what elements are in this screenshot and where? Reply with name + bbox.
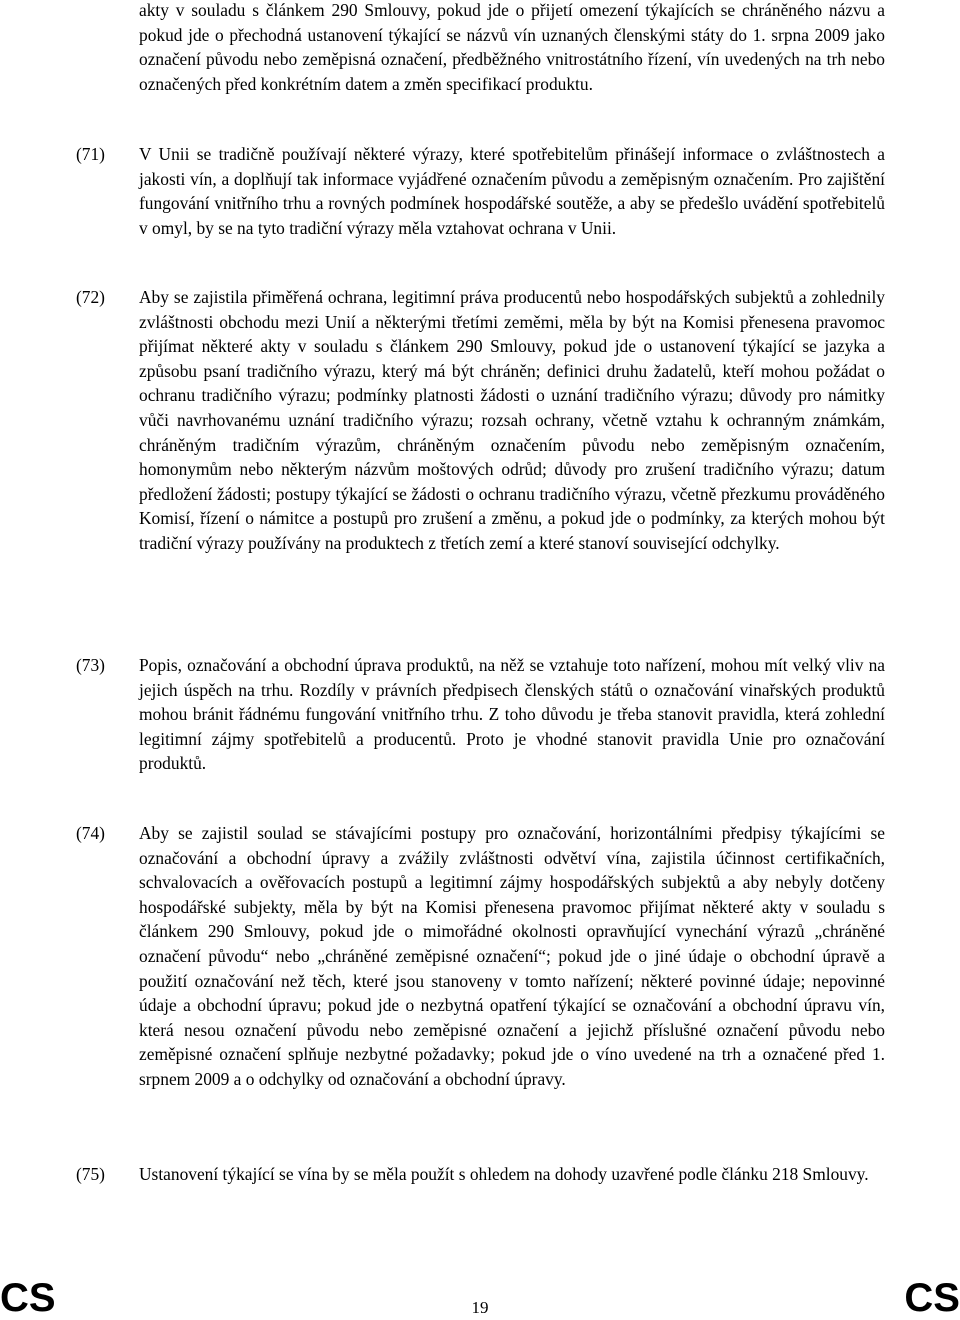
recital-number: (74) (76, 823, 105, 843)
recital-73 (76, 653, 885, 776)
recital-number: (72) (76, 287, 105, 307)
paragraph-continuation: akty v souladu s článkem 290 Smlouvy, pokud jde o přijetí omezení týkajících se chráněného názvu a pokud jde o přechodná ustanovení týkající se názvů vín uznaných členskými státy do 1. srpna 2009 jako označení původu nebo zeměpisná označení, předběžného vnitrostátního řízení, vín uvedených na trh nebo označených před konkrétním datem a změn specifikací produktu. (139, 0, 885, 94)
page-number: 19 (471, 1298, 489, 1317)
recital-72 (76, 285, 885, 556)
recital-74 (76, 821, 885, 1092)
recital-text: Aby se zajistila přiměřená ochrana, legitimní práva producentů nebo hospodářských subjektů a zohlednily zvláštnosti obchodu mezi Unií a některými třetími zeměmi, měla by být na Komisi přenesena pravomoc přijímat některé akty v souladu s článkem 290 Smlouvy, pokud jde o ustanovení týkající se jazyka a způsobu psaní tradičního výrazu, který má být chráněn; definici druhu žadatelů, kteří mohou požádat o ochranu tradičního výrazu; podmínky platnosti žádosti o uznání tradičního výrazu; důvody pro námitky vůči navrhovanému uznání tradičního výrazu; rozsah ochrany, včetně vztahu k ochranným známkám, chráněným tradičním výrazům, chráněným označením původu nebo zeměpisným označením, homonymům nebo některým názvům moštových odrůd; důvody pro zrušení tradičního výrazu; datum předložení žádosti; postupy týkající se žádosti o ochranu tradičního výrazu, včetně přezkumu prováděného Komisí, řízení o námitce a postupů pro zrušení a změnu, a pokud jde o podmínky, za kterých mohou být tradiční výrazy používány na produktech z třetích zemí a které stanoví související odchylky. (139, 287, 885, 553)
recital-text: Aby se zajistil soulad se stávajícími postupy pro označování, horizontálními předpisy týkajícími se označování a obchodní úpravy a zvážily zvláštnosti odvětví vína, zajistila účinnost certifikačních, schvalovacích a ověřovacích postupů a legitimní zájmy hospodářských subjektů a aby nebyly dotčeny hospodářské subjekty, měla by být na Komisi přenesena pravomoc přijímat některé akty v souladu s článkem 290 Smlouvy, pokud jde o mimořádné okolnosti opravňující vynechání výrazů „chráněné označení původu“ nebo „chráněné zeměpisné označení“; pokud jde o jiné údaje o obchodní úpravě a použití označování než těch, které jsou stanoveny v tomto nařízení; některé povinné údaje; nepovinné údaje a obchodní úpravu; pokud jde o nezbytná opatření týkající se označování a obchodní úpravu vín, která nesou označení původu nebo zeměpisné označení a jejichž příslušné označení původu nebo zeměpisné označení splňuje nezbytné požadavky; pokud jde o víno uvedené na trh a označené před 1. srpnem 2009 a o odchylky od označování a obchodní úpravy. (139, 823, 885, 1089)
recital-71 (76, 142, 885, 240)
recital-text: Ustanovení týkající se vína by se měla použít s ohledem na dohody uzavřené podle článku 218 Smlouvy. (139, 1164, 869, 1184)
footer-language-code-left: CS (0, 1276, 56, 1320)
recital-text: V Unii se tradičně používají některé výrazy, které spotřebitelům přinášejí informace o zvláštnostech a jakosti vín, a doplňují tak informace vyjádřené označením původu a zeměpisným označením. Pro zajištění fungování vnitřního trhu a rovných podmínek hospodářské soutěže, a aby se předešlo uvádění spotřebitelů v omyl, by se na tyto tradiční výrazy měla vztahovat ochrana v Unii. (139, 144, 885, 238)
footer-language-code-right: CS (904, 1276, 960, 1320)
recital-number: (73) (76, 655, 105, 675)
recital-number: (71) (76, 144, 105, 164)
recital-text: Popis, označování a obchodní úprava produktů, na něž se vztahuje toto nařízení, mohou mít velký vliv na jejich úspěch na trhu. Rozdíly v právních předpisech členských států o označování vinařských produktů mohou bránit řádnému fungování vnitřního trhu. Z toho důvodu je třeba stanovit pravidla, která zohlední legitimní zájmy spotřebitelů a producentů. Proto je vhodné stanovit pravidla Unie pro označování produktů. (139, 655, 885, 774)
recital-75 (76, 1162, 885, 1187)
recital-number: (75) (76, 1164, 105, 1184)
